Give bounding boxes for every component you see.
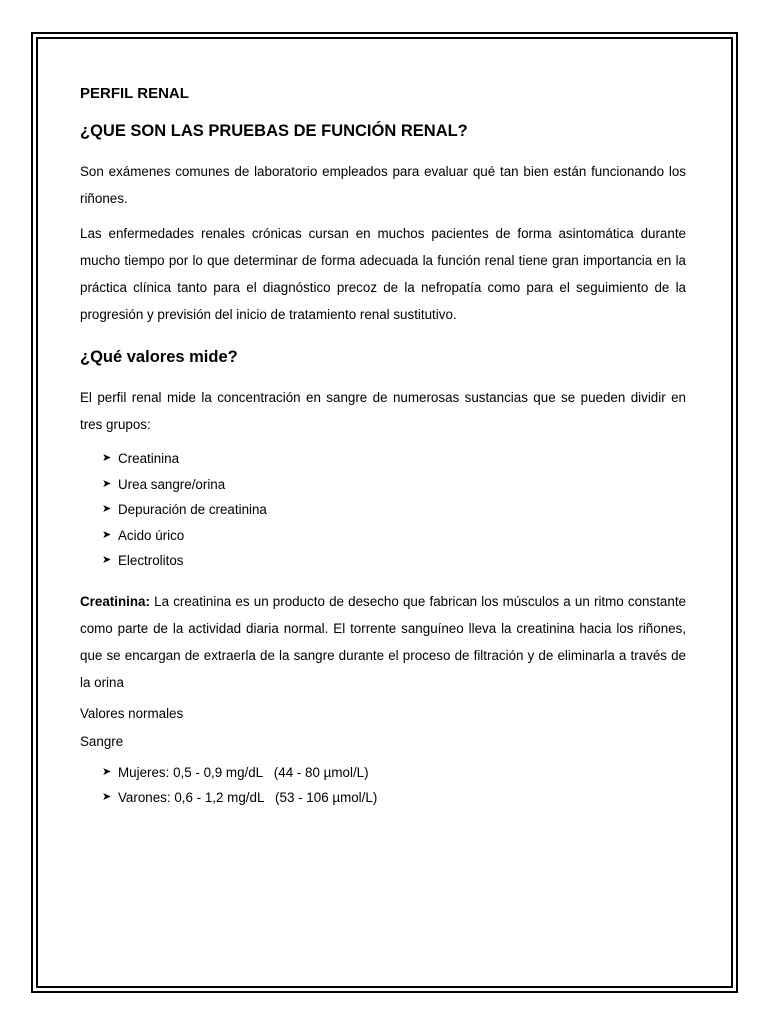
list-item-text: Acido úrico: [118, 527, 185, 543]
arrow-bullet-icon: ➤: [102, 452, 112, 464]
paragraph-definicion: Son exámenes comunes de laboratorio empleados para evaluar qué tan bien están funcionando los riñones.: [80, 164, 686, 206]
list-sustancias: [80, 446, 686, 574]
paragraph-creatinina: [80, 588, 686, 696]
valores-normales-label: Valores normales: [80, 705, 184, 721]
list-item: [80, 548, 686, 574]
list-item-text: Depuración de creatinina: [118, 502, 267, 517]
arrow-bullet-icon: ➤: [102, 790, 112, 803]
list-item-text: Mujeres: 0,5 - 0,9 mg/dL (44 - 80 µmol/L): [118, 764, 369, 780]
list-item-text: Electrolitos: [118, 553, 184, 568]
list-item: [80, 472, 686, 498]
list-valores-sangre: [80, 760, 686, 810]
arrow-bullet-icon: ➤: [102, 765, 112, 778]
sangre-label: Sangre: [80, 733, 124, 749]
heading-pruebas-funcion-renal: ¿QUE SON LAS PRUEBAS DE FUNCIÓN RENAL?: [80, 122, 468, 140]
list-item: [80, 523, 686, 549]
arrow-bullet-icon: ➤: [102, 554, 112, 566]
document-title: PERFIL RENAL: [80, 85, 189, 102]
list-item: [80, 497, 686, 523]
arrow-bullet-icon: ➤: [102, 503, 112, 515]
list-item-text: Creatinina: [118, 451, 180, 466]
list-item-text: Varones: 0,6 - 1,2 mg/dL (53 - 106 µmol/L): [118, 789, 378, 805]
creatinina-label: Creatinina:: [80, 593, 150, 609]
list-item: [80, 785, 686, 810]
arrow-bullet-icon: ➤: [102, 528, 112, 541]
arrow-bullet-icon: ➤: [102, 477, 112, 490]
heading-que-valores-mide: ¿Qué valores mide?: [80, 348, 238, 366]
paragraph-perfil-renal: El perfil renal mide la concentración en sangre de numerosas sustancias que se pueden dividir en tres grupos:: [80, 390, 686, 432]
list-item: [80, 760, 686, 785]
list-item: [80, 446, 686, 472]
document-body: [80, 84, 686, 824]
paragraph-enfermedades-renales: Las enfermedades renales crónicas cursan en muchos pacientes de forma asintomática durante mucho tiempo por lo que determinar de forma adecuada la función renal tiene gran importancia en la práctica clínica tanto para el diagnóstico precoz de la nefropatía como para el seguimiento de la progresión y previsión del inicio de tratamiento renal sustitutivo.: [80, 226, 686, 322]
list-item-text: Urea sangre/orina: [118, 476, 226, 492]
creatinina-description: La creatinina es un producto de desecho que fabrican los músculos a un ritmo constante como parte de la actividad diaria normal. El torrente sanguíneo lleva la creatinina hacia los riñones, que se encargan de extraerla de la sangre durante el proceso de filtración y de eliminarla a través de la orina: [80, 593, 686, 690]
